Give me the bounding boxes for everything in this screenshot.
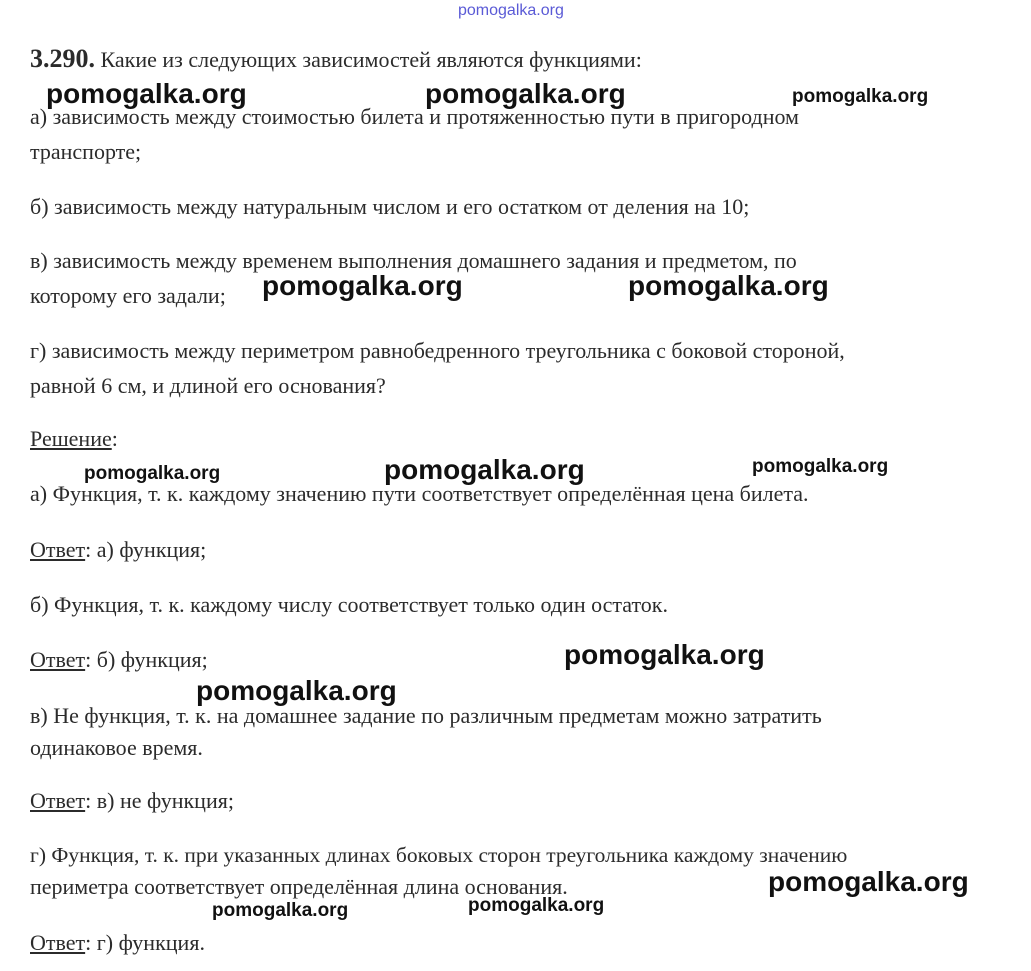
answer-v-text: : в) не функция; xyxy=(85,788,234,813)
answer-g-text: : г) функция. xyxy=(85,930,205,955)
watermark: pomogalka.org xyxy=(212,900,349,921)
item-b: б) зависимость между натуральным числом и его остатком от деления на 10; xyxy=(30,194,750,219)
item-a-line2: транспорте; xyxy=(30,139,142,164)
answer-a-text: : а) функция; xyxy=(85,537,207,562)
solution-v-line2: одинаковое время. xyxy=(30,735,203,760)
item-v-line1: в) зависимость между временем выполнения домашнего задания и предметом, по xyxy=(30,248,797,273)
watermark: pomogalka.org xyxy=(752,456,889,477)
watermark: pomogalka.org xyxy=(768,866,969,897)
item-a-line1: а) зависимость между стоимостью билета и протяженностью пути в пригородном xyxy=(30,104,799,129)
answer-v xyxy=(30,788,234,814)
solution-a: а) Функция, т. к. каждому значению пути соответствует определённая цена билета. xyxy=(30,481,809,506)
solution-g-line1: г) Функция, т. к. при указанных длинах боковых сторон треугольника каждому значению xyxy=(30,843,848,867)
watermark: pomogalka.org xyxy=(196,675,397,706)
problem-header xyxy=(30,46,642,73)
solution-v-line1: в) Не функция, т. к. на домашнее задание по различным предметам можно затратить xyxy=(30,703,822,728)
watermark: pomogalka.org xyxy=(262,270,463,301)
answer-label: Ответ xyxy=(30,537,86,562)
problem-number: 3.290. xyxy=(30,44,95,73)
solution-b: б) Функция, т. к. каждому числу соответствует только один остаток. xyxy=(30,592,668,617)
answer-b-text: : б) функция; xyxy=(85,647,208,672)
watermark: pomogalka.org xyxy=(384,454,585,485)
watermark: pomogalka.org xyxy=(468,895,605,916)
item-g-line1: г) зависимость между периметром равнобедренного треугольника с боковой стороной, xyxy=(30,338,845,363)
solution-g-line2: периметра соответствует определённая длина основания. xyxy=(30,874,568,899)
answer-label: Ответ xyxy=(30,647,86,672)
answer-b xyxy=(30,647,208,673)
answer-g xyxy=(30,930,205,956)
item-g-line2: равной 6 см, и длиной его основания? xyxy=(30,373,386,398)
watermark: pomogalka.org xyxy=(564,639,765,670)
answer-label: Ответ xyxy=(30,788,86,813)
solution-colon: : xyxy=(111,426,118,451)
watermark: pomogalka.org xyxy=(792,86,929,107)
answer-a xyxy=(30,537,206,563)
answer-label: Ответ xyxy=(30,930,86,955)
problem-question: Какие из следующих зависимостей являются функциями: xyxy=(100,47,642,72)
watermark: pomogalka.org xyxy=(628,270,829,301)
watermark: pomogalka.org xyxy=(46,78,247,109)
watermark-top: pomogalka.org xyxy=(458,2,564,19)
watermark: pomogalka.org xyxy=(425,78,626,109)
solution-heading xyxy=(30,426,118,452)
watermark: pomogalka.org xyxy=(84,463,221,484)
solution-label: Решение xyxy=(30,426,112,451)
item-v-line2: которому его задали; xyxy=(30,283,226,308)
